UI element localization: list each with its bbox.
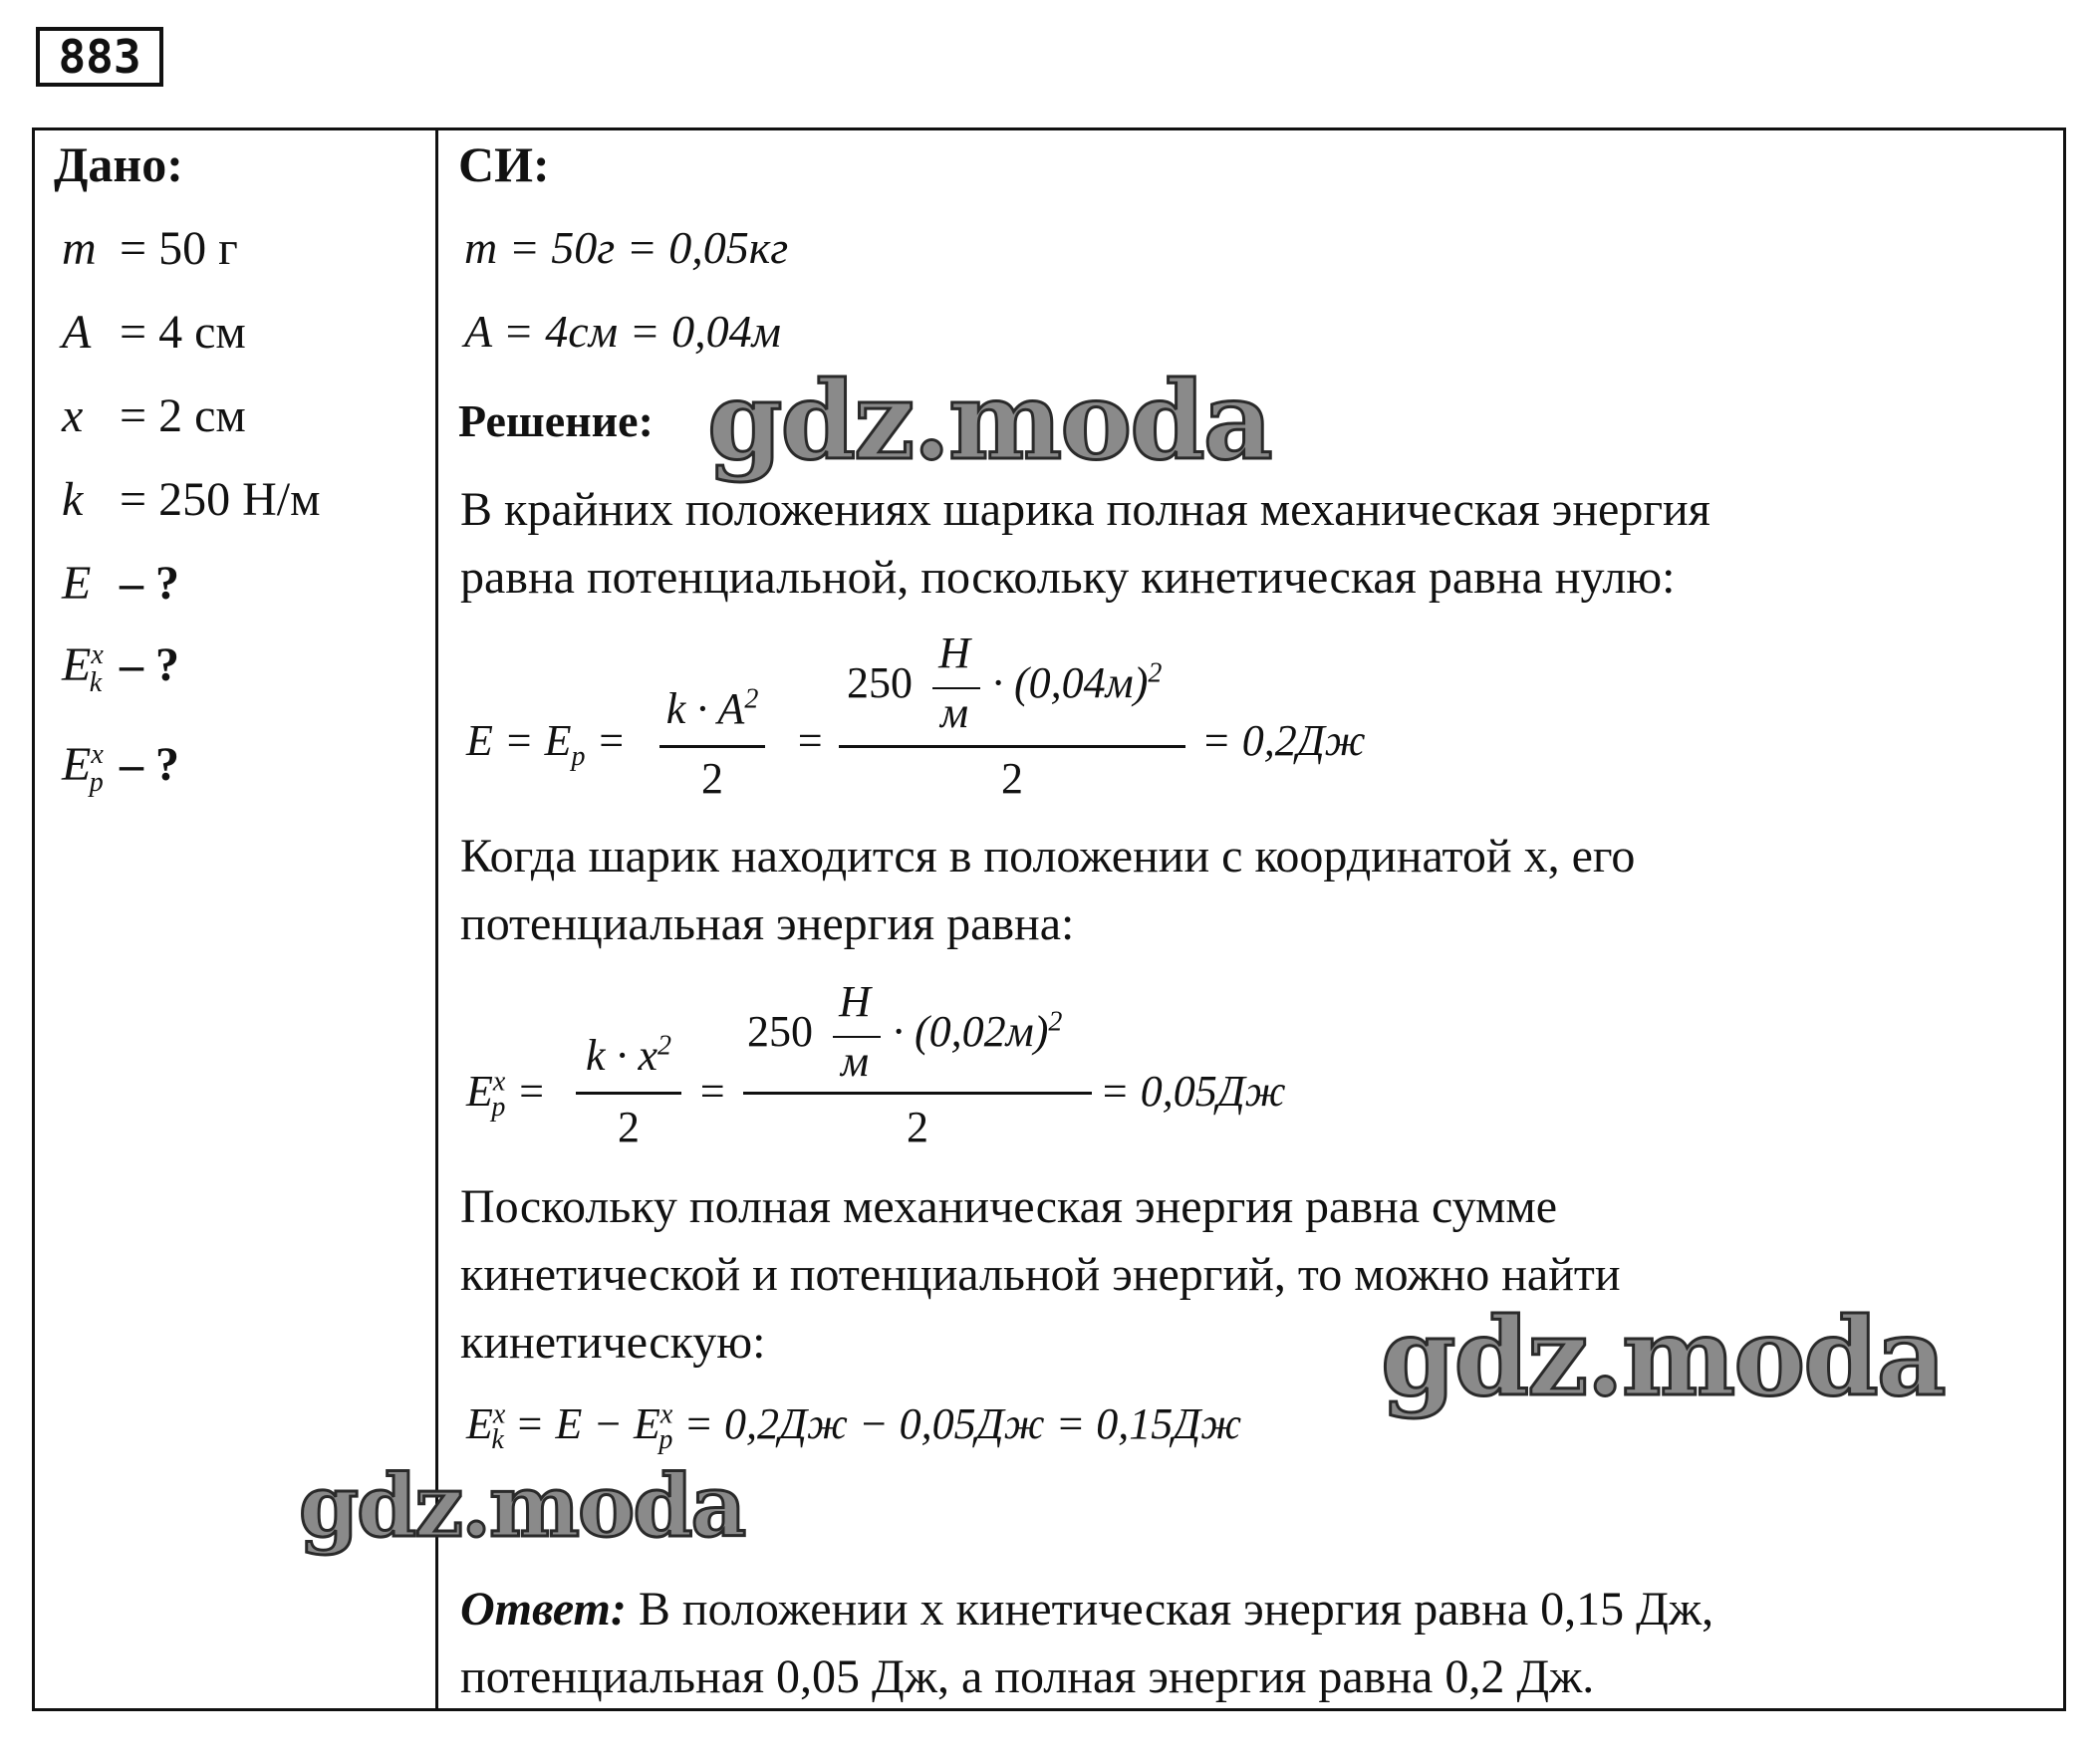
given-amplitude: A = 4 см bbox=[62, 306, 246, 359]
watermark: gdz.moda bbox=[707, 359, 1271, 484]
solution-title: Решение: bbox=[458, 395, 654, 446]
answer-label: Ответ: bbox=[460, 1583, 627, 1636]
given-stiffness: k = 250 Н/м bbox=[62, 473, 321, 526]
answer: Ответ: В положении x кинетическая энергия равна 0,15 Дж, потенциальная 0,05 Дж, а полная энергия равна 0,2 Дж. bbox=[460, 1583, 1714, 1703]
given-coordinate: x = 2 см bbox=[62, 389, 246, 442]
solution-paragraph-2: Когда шарик находится в положении с координатой x, его потенциальная энергия равна: bbox=[460, 830, 1636, 950]
unknown-total-energy: E – ? bbox=[62, 557, 179, 610]
unknown-kinetic-energy: $E^x_k$ – ? bbox=[62, 638, 179, 698]
solution-paragraph-3: Поскольку полная механическая энергия равна сумме кинетической и потенциальной энергий, то можно найти кинетическую: bbox=[460, 1180, 1621, 1369]
watermark: gdz.moda bbox=[1381, 1295, 1945, 1420]
solution-paragraph-1: В крайних положениях шарика полная механическая энергия равна потенциальной, поскольку кинетическая равна нулю: bbox=[460, 483, 1710, 604]
given-mass: m = 50 г bbox=[62, 222, 238, 275]
si-amplitude: A = 4см = 0,04м bbox=[464, 306, 781, 357]
unknown-potential-energy: $E^x_p$ – ? bbox=[62, 738, 179, 798]
si-title: СИ: bbox=[458, 136, 550, 192]
given-title: Дано: bbox=[54, 136, 183, 192]
formula-kinetic-energy: $E^x_k = E - E^x_p = 0,2Дж - 0,05Дж = 0,15Дж$ bbox=[466, 1398, 1242, 1455]
watermark: gdz.moda bbox=[299, 1456, 745, 1557]
problem-number: 883 bbox=[36, 27, 163, 87]
si-mass: m = 50г = 0,05кг bbox=[464, 222, 789, 273]
